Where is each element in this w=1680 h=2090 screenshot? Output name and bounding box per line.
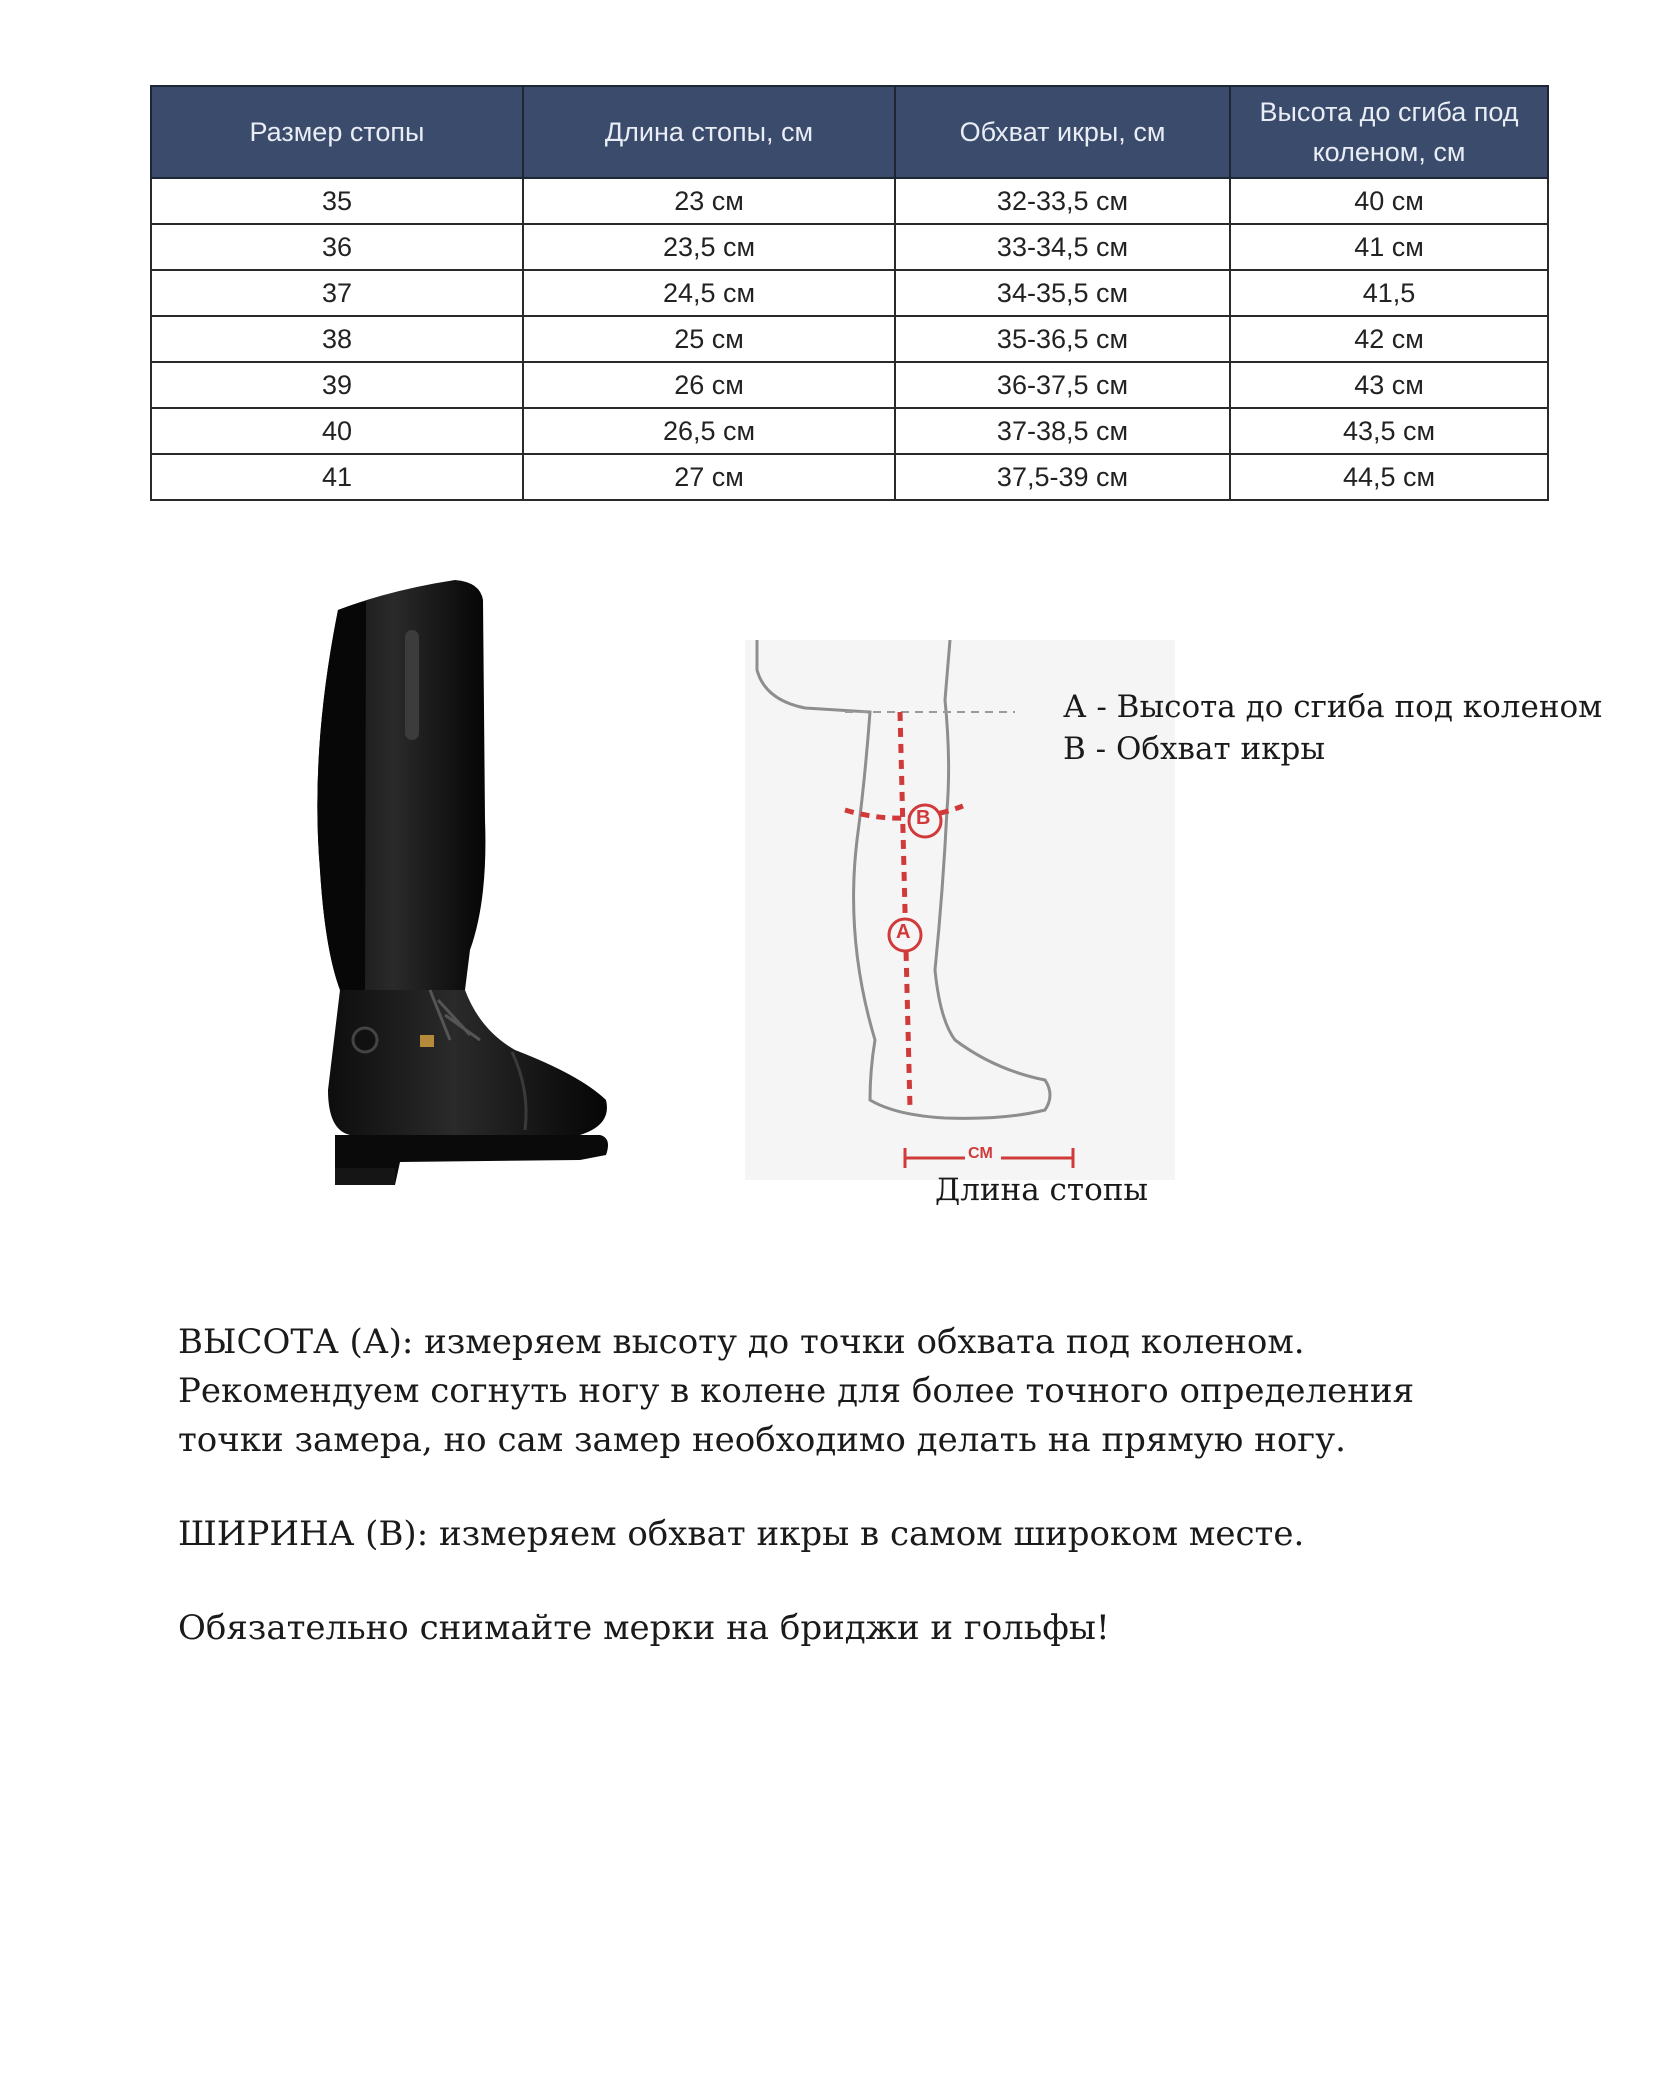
size-table [150,85,1549,501]
cell-calf-girth: 35-36,5 см [895,316,1230,362]
foot-length-label: Длина стопы [935,1172,1149,1208]
table-row [151,178,1548,224]
cell-size: 35 [151,178,523,224]
cell-foot-length: 25 см [523,316,895,362]
diagram-legend [1063,686,1602,770]
cell-knee-height: 41,5 [1230,270,1548,316]
legend-a: А - Высота до сгиба под коленом [1063,689,1603,725]
header-calf-girth: Обхват икры, см [895,86,1230,178]
cell-calf-girth: 36-37,5 см [895,362,1230,408]
header-foot-size: Размер стопы [151,86,523,178]
cell-foot-length: 26 см [523,362,895,408]
table-row [151,316,1548,362]
cell-size: 39 [151,362,523,408]
legend-b: В - Обхват икры [1063,731,1326,767]
height-line-3: точки замера, но сам замер необходимо делать на прямую ногу. [178,1420,1346,1460]
cell-knee-height: 41 см [1230,224,1548,270]
cell-foot-length: 26,5 см [523,408,895,454]
cell-size: 36 [151,224,523,270]
height-line-1: ВЫСОТА (А): измеряем высоту до точки обхвата под коленом. [178,1322,1305,1362]
cell-knee-height: 44,5 см [1230,454,1548,500]
cell-foot-length: 27 см [523,454,895,500]
cell-knee-height: 43 см [1230,362,1548,408]
cell-size: 40 [151,408,523,454]
table-header-row [151,86,1548,178]
width-instruction: ШИРИНА (В): измеряем обхват икры в самом широком месте. [178,1514,1305,1554]
table-row [151,270,1548,316]
cell-calf-girth: 37,5-39 см [895,454,1230,500]
cell-size: 37 [151,270,523,316]
table-row [151,362,1548,408]
cell-size: 41 [151,454,523,500]
table-row [151,224,1548,270]
height-line-2: Рекомендуем согнуть ногу в колене для более точного определения [178,1371,1415,1411]
cell-calf-girth: 37-38,5 см [895,408,1230,454]
cell-knee-height: 40 см [1230,178,1548,224]
table-row [151,454,1548,500]
cell-foot-length: 23 см [523,178,895,224]
marker-b-label: B [916,807,931,829]
cell-size: 38 [151,316,523,362]
cell-knee-height: 42 см [1230,316,1548,362]
measurement-instructions [178,1318,1598,1698]
marker-a-label: A [896,921,911,943]
header-foot-length: Длина стопы, см [523,86,895,178]
cell-calf-girth: 34-35,5 см [895,270,1230,316]
table-row [151,408,1548,454]
cell-foot-length: 23,5 см [523,224,895,270]
cell-foot-length: 24,5 см [523,270,895,316]
scale-unit-label: CM [968,1145,993,1162]
measurement-note: Обязательно снимайте мерки на бриджи и гольфы! [178,1608,1110,1648]
height-instruction [178,1318,1598,1465]
header-knee-height: Высота до сгиба под коленом, см [1230,86,1548,178]
cell-calf-girth: 33-34,5 см [895,224,1230,270]
riding-boot-icon [280,570,620,1190]
cell-calf-girth: 32-33,5 см [895,178,1230,224]
cell-knee-height: 43,5 см [1230,408,1548,454]
